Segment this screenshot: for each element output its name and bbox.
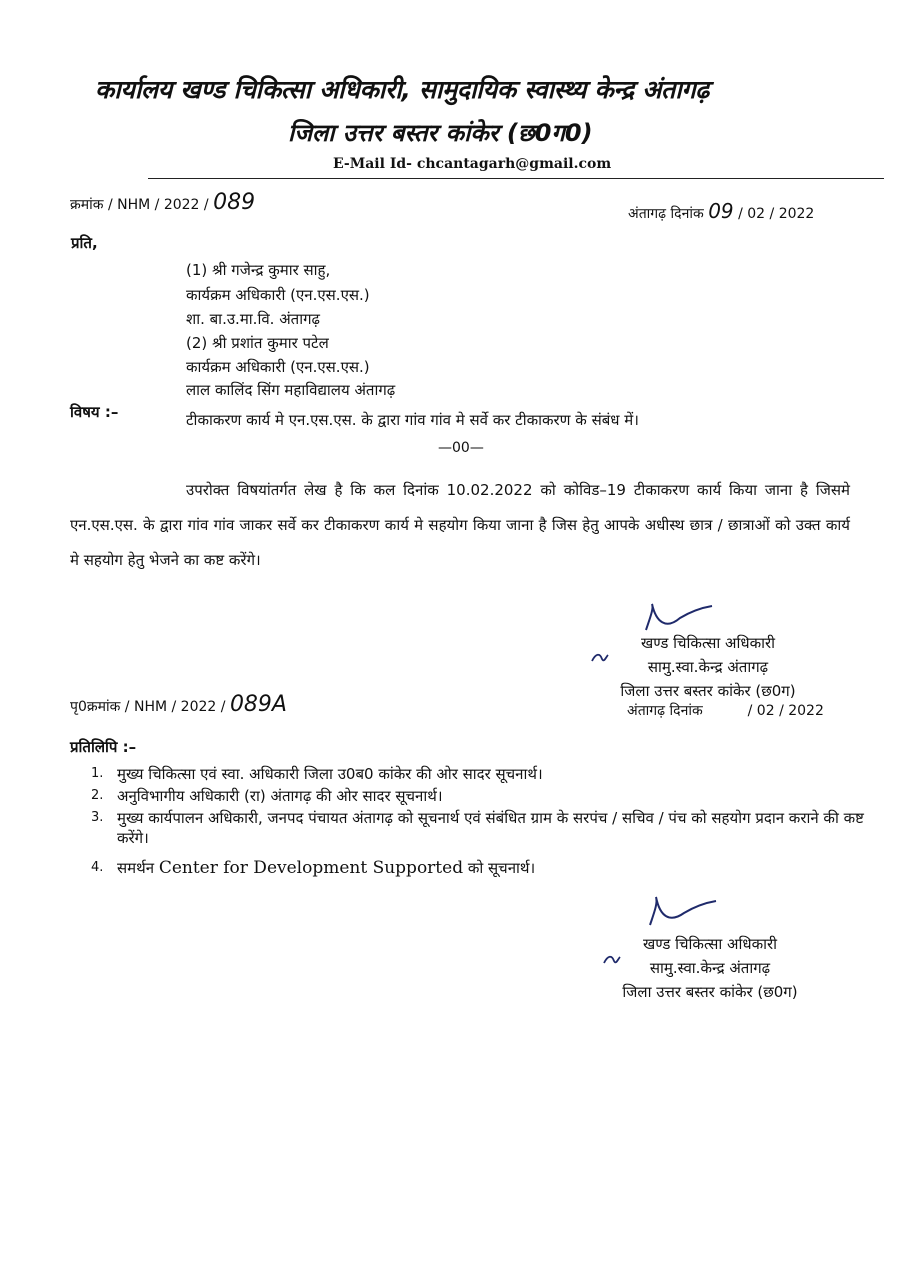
- signature-1-date-rest: / 02 / 2022: [747, 703, 824, 719]
- header-rule: [148, 178, 884, 179]
- signature-block-2: [590, 932, 830, 1004]
- signature-1-office: सामु.स्वा.केन्द्र अंतागढ़: [647, 658, 769, 676]
- signature-1-title: खण्ड चिकित्सा अधिकारी: [640, 634, 776, 652]
- list-item: [91, 764, 871, 784]
- recipient-line: लाल कालिंद सिंग महाविद्यालय अंतागढ़: [186, 381, 396, 399]
- copies-label: प्रतिलिपि :–: [70, 738, 137, 756]
- office-title-line2: जिला उत्तर बस्तर कांकेर (छ0ग0): [288, 119, 593, 147]
- date-rest: / 02 / 2022: [738, 206, 815, 222]
- signature-2-title: खण्ड चिकित्सा अधिकारी: [642, 935, 778, 953]
- signature-2-scribble: [640, 893, 720, 933]
- letter-date: [628, 199, 814, 223]
- reference-label: क्रमांक / NHM / 2022 /: [70, 197, 209, 213]
- recipient-line: कार्यक्रम अधिकारी (एन.एस.एस.): [186, 358, 370, 376]
- signature-block-1: [588, 631, 828, 703]
- office-email: E-Mail Id- chcantagarh@gmail.com: [333, 156, 612, 172]
- reference-number: [70, 190, 255, 215]
- body-paragraph: [70, 473, 850, 578]
- reference-handwritten-number: 089: [213, 190, 256, 215]
- signature-1-district: जिला उत्तर बस्तर कांकेर (छ0ग): [620, 682, 796, 700]
- date-handwritten-day: 09: [708, 199, 734, 223]
- copy-reference-number: [70, 692, 287, 717]
- body-text: उपरोक्त विषयांतर्गत लेख है कि कल दिनांक 10.02.2022 को कोविड–19 टीकाकरण कार्य किया जाना है जिसमे एन.एस.एस. के द्वारा गांव गांव जाकर सर्वे कर टीकाकरण कार्य मे सहयोग किया जाना है जिस हेतु आपके अधीस्थ छात्र / छात्राओं को उक्त कार्य मे सहयोग हेतु भेजने का कष्ट करेंगे।: [70, 481, 850, 569]
- signature-2-office: सामु.स्वा.केन्द्र अंतागढ़: [649, 959, 771, 977]
- recipient-line: शा. बा.उ.मा.वि. अंतागढ़: [186, 310, 320, 328]
- subject-divider: —00—: [438, 440, 484, 456]
- recipient-line: (1) श्री गजेन्द्र कुमार साहु,: [186, 261, 331, 279]
- list-item-number: 2.: [91, 788, 104, 803]
- list-item: [91, 858, 871, 878]
- subject-text: टीकाकरण कार्य मे एन.एस.एस. के द्वारा गांव गांव मे सर्वे कर टीकाकरण के संबंध में।: [186, 411, 639, 429]
- list-item-number: 3.: [91, 810, 104, 825]
- list-item: [91, 786, 871, 806]
- list-item: [91, 808, 871, 848]
- copies-list: [91, 764, 871, 880]
- signature-1-date-label: अंतागढ़ दिनांक: [627, 703, 703, 719]
- to-label: प्रति,: [71, 234, 98, 252]
- copy-reference-handwritten-number: 089A: [229, 692, 287, 717]
- list-item-suffix: को सूचनार्थ।: [467, 859, 536, 877]
- date-label: अंतागढ़ दिनांक: [628, 206, 704, 222]
- list-item-text: अनुविभागीय अधिकारी (रा) अंतागढ़ की ओर सादर सूचनार्थ।: [117, 787, 443, 805]
- signature-1-date: [627, 701, 824, 720]
- list-item-number: 4.: [91, 860, 104, 875]
- recipient-line: (2) श्री प्रशांत कुमार पटेल: [186, 334, 329, 352]
- list-item-number: 1.: [91, 766, 104, 781]
- recipient-line: कार्यक्रम अधिकारी (एन.एस.एस.): [186, 286, 370, 304]
- list-item-text: मुख्य चिकित्सा एवं स्वा. अधिकारी जिला उ0ब0 कांकेर की ओर सादर सूचनार्थ।: [117, 765, 543, 783]
- list-item-text: मुख्य कार्यपालन अधिकारी, जनपद पंचायत अंतागढ़ को सूचनार्थ एवं संबंधित ग्राम के सरपंच / सचिव / पंच को सहयोग प्रदान कराने की कष्ट करेंगे।: [117, 809, 864, 847]
- signature-2-district: जिला उत्तर बस्तर कांकेर (छ0ग): [622, 983, 798, 1001]
- list-item-prefix: समर्थन: [117, 859, 155, 877]
- subject-label: विषय :–: [70, 403, 119, 421]
- office-title-line1: कार्यालय खण्ड चिकित्सा अधिकारी, सामुदायिक स्वास्थ्य केन्द्र अंतागढ़: [95, 75, 709, 104]
- list-item-english-name: Center for Development Supported: [158, 858, 464, 878]
- copy-reference-label: पृ0क्रमांक / NHM / 2022 /: [70, 699, 226, 715]
